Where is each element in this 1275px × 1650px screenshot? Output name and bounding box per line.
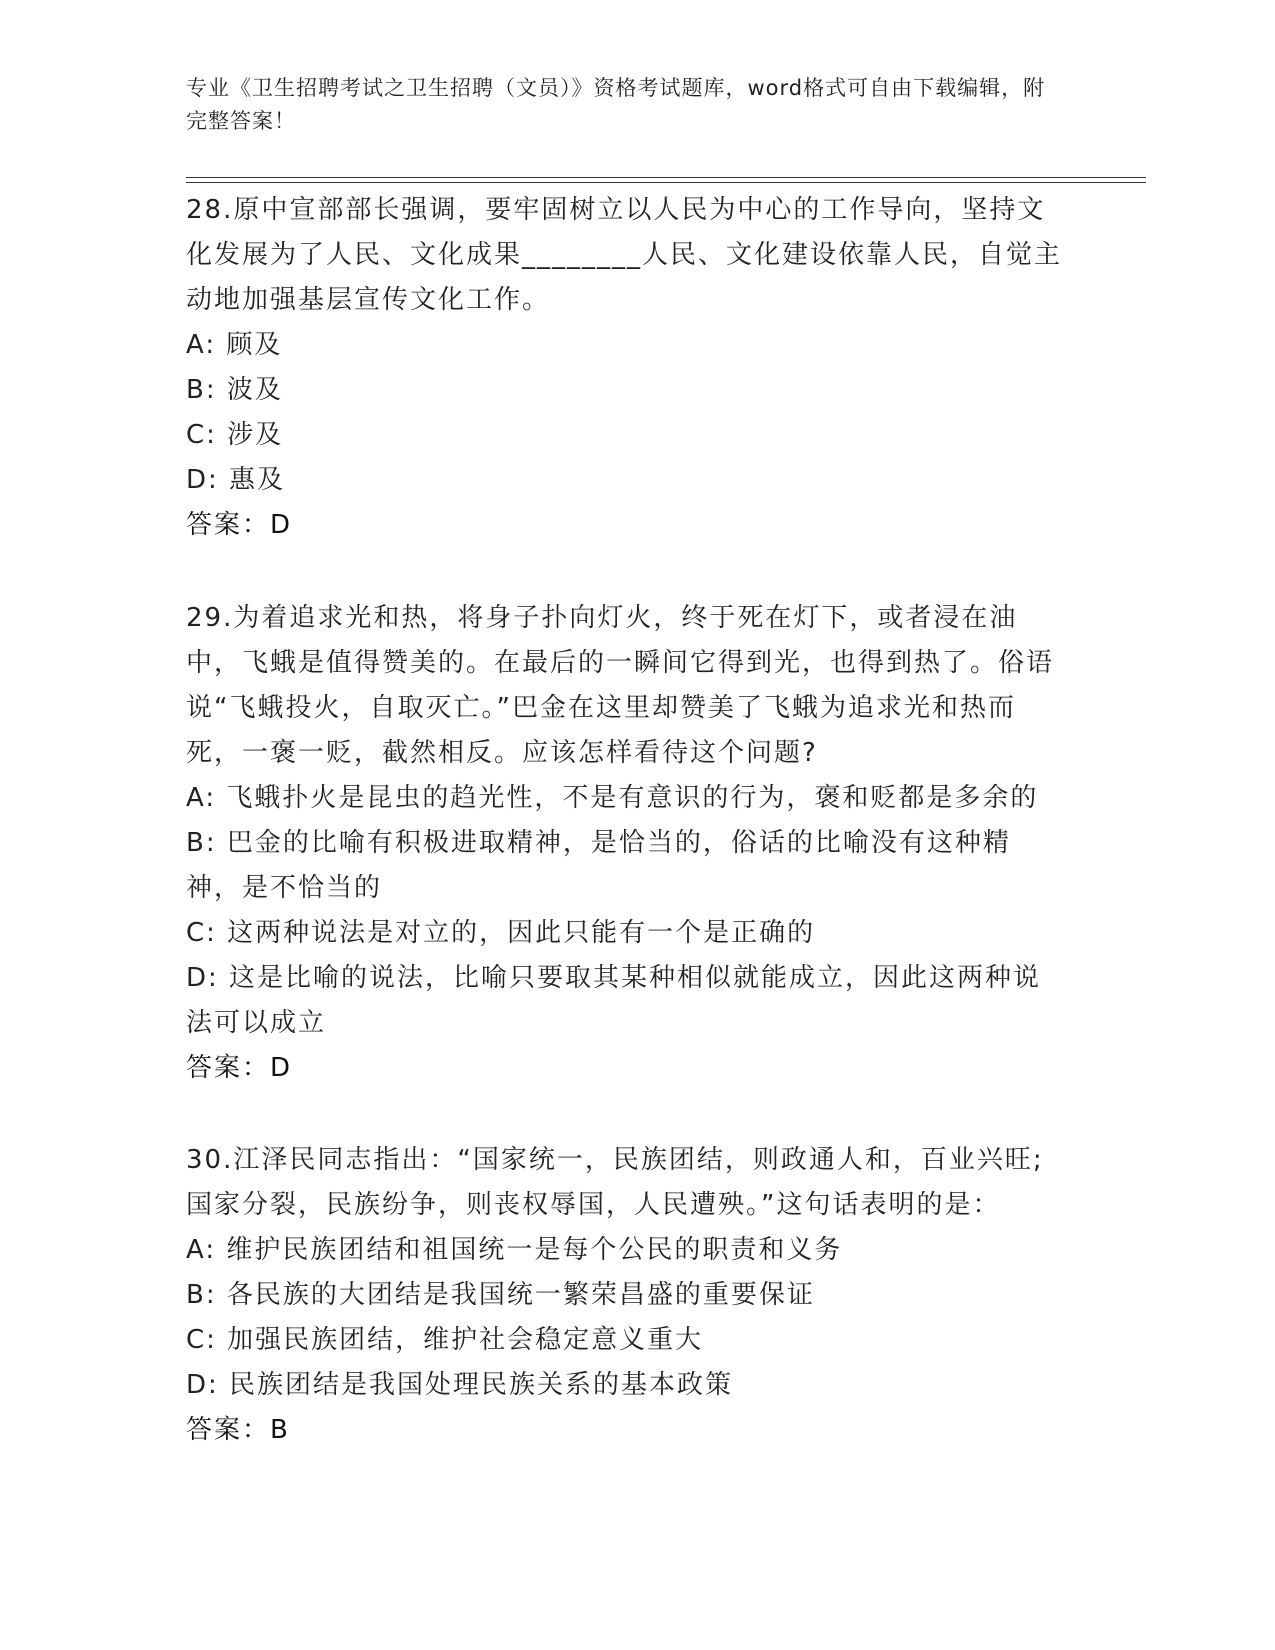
option-a: A: 维护民族团结和祖国统一是每个公民的职责和义务 — [186, 1235, 843, 1265]
question-stem: 30.江泽民同志指出：“国家统一，民族团结，则政通人和，百业兴旺;国家分裂，民族纷争，则丧权辱国，人民遭殃。”这句话表明的是： — [186, 1145, 1044, 1220]
option-c: C: 这两种说法是对立的，因此只能有一个是正确的 — [186, 918, 816, 948]
option-d: D: 这是比喻的说法，比喻只要取其某种相似就能成立，因此这两种说法可以成立 — [186, 963, 1042, 1038]
question-29 — [186, 596, 1066, 1091]
option-d: D: 惠及 — [186, 465, 286, 495]
answer-label: 答案：D — [186, 1053, 293, 1083]
option-a: A: 飞蛾扑火是昆虫的趋光性，不是有意识的行为，褒和贬都是多余的 — [186, 783, 1039, 813]
document-header: 专业《卫生招聘考试之卫生招聘（文员）》资格考试题库，word格式可自由下载编辑，附完整答案！ — [186, 76, 1046, 133]
option-c: C: 加强民族团结，维护社会稳定意义重大 — [186, 1325, 704, 1355]
option-d: D: 民族团结是我国处理民族关系的基本政策 — [186, 1370, 734, 1400]
option-b: B: 波及 — [186, 375, 283, 405]
question-stem: 28.原中宣部部长强调，要牢固树立以人民为中心的工作导向，坚持文化发展为了人民、文化成果________人民、文化建设依靠人民，自觉主动地加强基层宣传文化工作。 — [186, 195, 1063, 315]
question-28 — [186, 188, 1066, 548]
option-b: B: 巴金的比喻有积极进取精神，是恰当的，俗话的比喻没有这种精神，是不恰当的 — [186, 828, 1011, 903]
question-stem: 29.为着追求光和热，将身子扑向灯火，终于死在灯下，或者浸在油中，飞蛾是值得赞美的。在最后的一瞬间它得到光，也得到热了。俗语说“飞蛾投火，自取灭亡。”巴金在这里却赞美了飞蛾为追求光和热而死，一褒一贬，截然相反。应该怎样看待这个问题? — [186, 603, 1055, 768]
option-c: C: 涉及 — [186, 420, 284, 450]
option-a: A: 顾及 — [186, 330, 283, 360]
question-30 — [186, 1138, 1066, 1453]
header-rule-top — [186, 177, 1146, 178]
answer-label: 答案：D — [186, 510, 293, 540]
answer-label: 答案：B — [186, 1415, 290, 1445]
option-b: B: 各民族的大团结是我国统一繁荣昌盛的重要保证 — [186, 1280, 815, 1310]
header-rule-bottom — [186, 182, 1146, 183]
